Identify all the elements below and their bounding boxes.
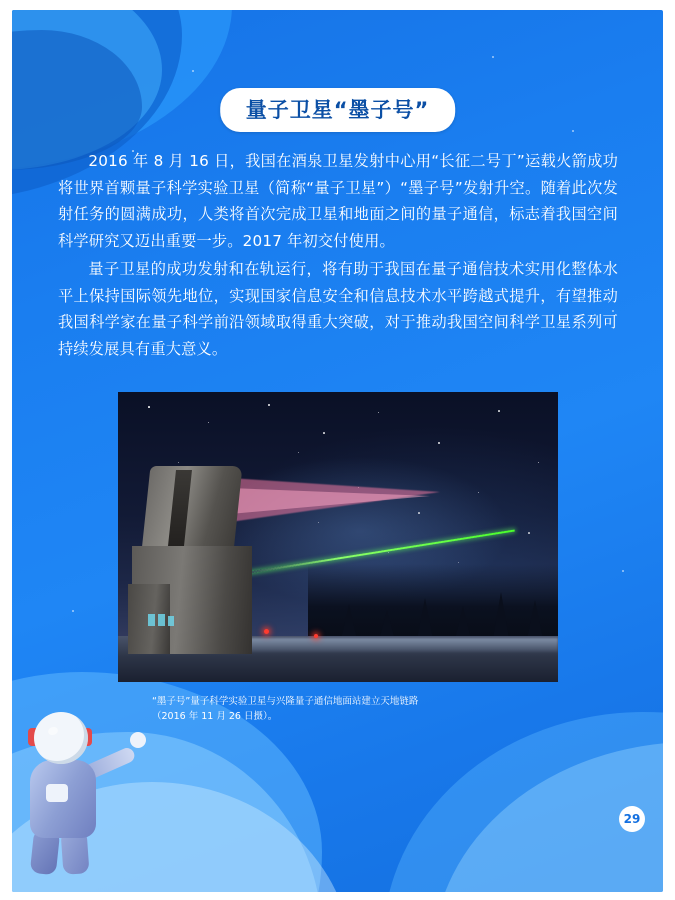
figure-caption (152, 694, 582, 724)
telescope-observatory (128, 466, 260, 654)
photo-star (478, 492, 479, 493)
decorative-star (492, 56, 494, 58)
decorative-star (192, 70, 194, 72)
pink-laser-beam-core (230, 488, 430, 514)
decorative-star (622, 570, 624, 572)
astronaut-chest-panel (46, 784, 68, 802)
paragraph-2: 量子卫星的成功发射和在轨运行，将有助于我国在量子通信技术实用化整体水平上保持国际领先地位，实现国家信息安全和信息技术水平跨越式提升，有望推动我国科学家在量子科学前沿领域取得重大突破，对于推动我国空间科学卫星系列可持续发展具有重大意义。 (58, 260, 618, 358)
red-indicator-light (264, 629, 269, 634)
paragraph-1: 2016 年 8 月 16 日，我国在酒泉卫星发射中心用“长征二号丁”运载火箭成功将世界首颗量子科学实验卫星（简称“量子卫星”）“墨子号”发射升空。随着此次发射任务的圆满成功，人类将首次完成卫星和地面之间的量子通信，标志着我国空间科学研究又迈出重要一步。2017 年初交付使用。 (58, 152, 618, 250)
figure-caption-line-1: “墨子号”量子科学实验卫星与兴隆量子通信地面站建立天地链路 (152, 696, 419, 707)
photo-star (298, 452, 299, 453)
red-indicator-light (314, 634, 318, 638)
page-title-pill (220, 88, 456, 132)
astronaut-visor (42, 722, 80, 752)
photo-star (388, 552, 389, 553)
article-body (58, 148, 618, 364)
figure-photo (118, 392, 558, 682)
photo-star (148, 406, 150, 408)
photo-star (458, 562, 459, 563)
photo-star (378, 412, 379, 413)
astronaut-hand (130, 732, 146, 748)
photo-star (208, 422, 209, 423)
photo-star (268, 404, 270, 406)
decorative-star (72, 610, 74, 612)
photo-star (538, 462, 539, 463)
building-window (148, 614, 155, 626)
snow-patch (238, 638, 558, 652)
photo-star (438, 442, 440, 444)
building-window (158, 614, 165, 626)
telescope-dome (141, 466, 242, 552)
photo-star (528, 532, 530, 534)
page-title: 量子卫星“墨子号” (245, 98, 430, 122)
building-window (168, 616, 174, 626)
photo-star (178, 462, 179, 463)
decorative-star (572, 130, 574, 132)
photo-star (318, 522, 319, 523)
astronaut-illustration (22, 712, 162, 872)
photo-star (323, 432, 325, 434)
page-number: 29 (619, 806, 645, 832)
photo-star (498, 410, 500, 412)
figure-caption-line-2: （2016 年 11 月 26 日摄）。 (152, 711, 278, 722)
